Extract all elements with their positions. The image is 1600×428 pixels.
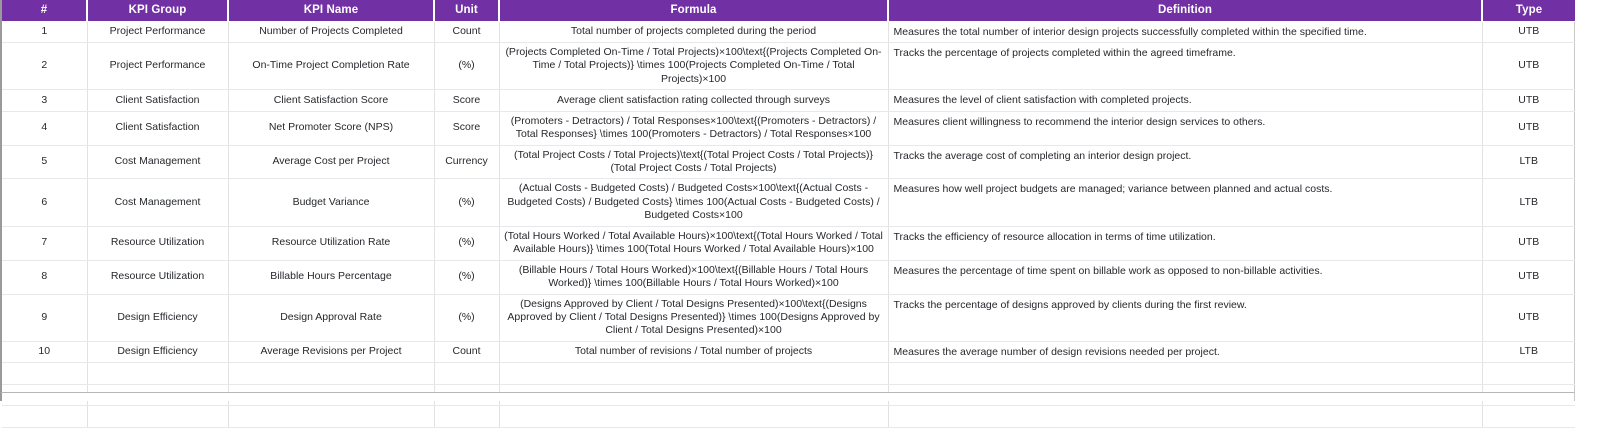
- definition-cell[interactable]: Tracks the percentage of designs approved by clients during the first review.: [888, 294, 1482, 341]
- table-row: [2, 90, 1575, 111]
- kpi-name-cell[interactable]: Average Cost per Project: [228, 145, 434, 179]
- empty-cell[interactable]: [1482, 406, 1575, 427]
- kpi-group-cell[interactable]: Resource Utilization: [87, 226, 228, 260]
- formula-cell[interactable]: (Designs Approved by Client / Total Designs Presented)×100\text{(Designs Approved by Client / Total Designs Presented)} \times 100(Designs Approved by Client / Total Designs Presented)×100: [499, 294, 888, 341]
- sheet-bottom-strip: [0, 392, 1575, 401]
- type-cell[interactable]: UTB: [1482, 260, 1575, 294]
- table-row: [2, 145, 1575, 179]
- kpi-name-cell[interactable]: Average Revisions per Project: [228, 341, 434, 362]
- kpi-group-cell[interactable]: Client Satisfaction: [87, 90, 228, 111]
- type-cell[interactable]: UTB: [1482, 21, 1575, 42]
- kpi-group-cell[interactable]: Cost Management: [87, 179, 228, 226]
- empty-table-row: [2, 406, 1575, 427]
- unit-cell[interactable]: (%): [434, 294, 499, 341]
- row-number-cell[interactable]: 6: [2, 179, 87, 226]
- sheet-right-gutter: [1575, 0, 1600, 401]
- formula-cell[interactable]: (Projects Completed On-Time / Total Projects)×100\text{(Projects Completed On-Time / Total Projects)} \times 100(Projects Completed On-Time / Total Projects)×100: [499, 42, 888, 89]
- table-row: [2, 226, 1575, 260]
- header-row: [2, 0, 1575, 21]
- type-cell[interactable]: LTB: [1482, 145, 1575, 179]
- row-number-cell[interactable]: 2: [2, 42, 87, 89]
- unit-cell[interactable]: Count: [434, 341, 499, 362]
- kpi-name-cell[interactable]: Number of Projects Completed: [228, 21, 434, 42]
- kpi-group-cell[interactable]: Project Performance: [87, 42, 228, 89]
- type-cell[interactable]: UTB: [1482, 42, 1575, 89]
- formula-cell[interactable]: Total number of revisions / Total number of projects: [499, 341, 888, 362]
- empty-cell[interactable]: [434, 406, 499, 427]
- row-number-cell[interactable]: 1: [2, 21, 87, 42]
- definition-cell[interactable]: Tracks the efficiency of resource allocation in terms of time utilization.: [888, 226, 1482, 260]
- unit-cell[interactable]: Currency: [434, 145, 499, 179]
- table-row: [2, 341, 1575, 362]
- column-header-formula[interactable]: Formula: [499, 0, 888, 21]
- kpi-name-cell[interactable]: Billable Hours Percentage: [228, 260, 434, 294]
- empty-cell[interactable]: [228, 406, 434, 427]
- row-number-cell[interactable]: 8: [2, 260, 87, 294]
- unit-cell[interactable]: (%): [434, 260, 499, 294]
- unit-cell[interactable]: (%): [434, 42, 499, 89]
- empty-cell[interactable]: [87, 406, 228, 427]
- empty-table-row: [2, 363, 1575, 384]
- table-row: [2, 21, 1575, 42]
- kpi-name-cell[interactable]: Design Approval Rate: [228, 294, 434, 341]
- empty-cell[interactable]: [2, 363, 87, 384]
- unit-cell[interactable]: (%): [434, 179, 499, 226]
- formula-cell[interactable]: (Promoters - Detractors) / Total Responses×100\text{(Promoters - Detractors) / Total Responses} \times 100(Promoters - Detractors) / Total Responses×100: [499, 111, 888, 145]
- type-cell[interactable]: LTB: [1482, 179, 1575, 226]
- kpi-name-cell[interactable]: Client Satisfaction Score: [228, 90, 434, 111]
- type-cell[interactable]: UTB: [1482, 90, 1575, 111]
- empty-cell[interactable]: [87, 363, 228, 384]
- type-cell[interactable]: UTB: [1482, 226, 1575, 260]
- kpi-group-cell[interactable]: Design Efficiency: [87, 294, 228, 341]
- table-row: [2, 260, 1575, 294]
- kpi-group-cell[interactable]: Resource Utilization: [87, 260, 228, 294]
- empty-cell[interactable]: [499, 406, 888, 427]
- empty-cell[interactable]: [228, 363, 434, 384]
- empty-cell[interactable]: [888, 363, 1482, 384]
- definition-cell[interactable]: Measures client willingness to recommend the interior design services to others.: [888, 111, 1482, 145]
- kpi-group-cell[interactable]: Client Satisfaction: [87, 111, 228, 145]
- empty-cell[interactable]: [1482, 363, 1575, 384]
- empty-cell[interactable]: [499, 363, 888, 384]
- table-row: [2, 179, 1575, 226]
- column-header-unit[interactable]: Unit: [434, 0, 499, 21]
- empty-cell[interactable]: [2, 406, 87, 427]
- row-number-cell[interactable]: 10: [2, 341, 87, 362]
- definition-cell[interactable]: Measures the average number of design revisions needed per project.: [888, 341, 1482, 362]
- definition-cell[interactable]: Measures how well project budgets are managed; variance between planned and actual costs.: [888, 179, 1482, 226]
- kpi-name-cell[interactable]: Budget Variance: [228, 179, 434, 226]
- definition-cell[interactable]: Measures the total number of interior design projects successfully completed within the specified time.: [888, 21, 1482, 42]
- column-header-type[interactable]: Type: [1482, 0, 1575, 21]
- column-header-kpi-name[interactable]: KPI Name: [228, 0, 434, 21]
- row-number-cell[interactable]: 4: [2, 111, 87, 145]
- row-number-cell[interactable]: 5: [2, 145, 87, 179]
- empty-cell[interactable]: [888, 406, 1482, 427]
- unit-cell[interactable]: Score: [434, 111, 499, 145]
- formula-cell[interactable]: Average client satisfaction rating collected through surveys: [499, 90, 888, 111]
- unit-cell[interactable]: Count: [434, 21, 499, 42]
- row-number-cell[interactable]: 7: [2, 226, 87, 260]
- unit-cell[interactable]: Score: [434, 90, 499, 111]
- table-header: [2, 0, 1575, 21]
- column-header-number[interactable]: #: [2, 0, 87, 21]
- unit-cell[interactable]: (%): [434, 226, 499, 260]
- formula-cell[interactable]: (Actual Costs - Budgeted Costs) / Budgeted Costs×100\text{(Actual Costs - Budgeted Costs) / Budgeted Costs} \times 100(Actual Costs - Budgeted Costs) / Budgeted Costs×100: [499, 179, 888, 226]
- type-cell[interactable]: LTB: [1482, 341, 1575, 362]
- table-row: [2, 111, 1575, 145]
- definition-cell[interactable]: Measures the level of client satisfaction with completed projects.: [888, 90, 1482, 111]
- formula-cell[interactable]: (Total Project Costs / Total Projects)\text{(Total Project Costs / Total Projects)}(Total Project Costs / Total Projects): [499, 145, 888, 179]
- kpi-name-cell[interactable]: Net Promoter Score (NPS): [228, 111, 434, 145]
- table-row: [2, 42, 1575, 89]
- row-number-cell[interactable]: 9: [2, 294, 87, 341]
- formula-cell[interactable]: (Billable Hours / Total Hours Worked)×100\text{(Billable Hours / Total Hours Worked)} \times 100(Billable Hours / Total Hours Worked)×100: [499, 260, 888, 294]
- definition-cell[interactable]: Tracks the average cost of completing an interior design project.: [888, 145, 1482, 179]
- row-number-cell[interactable]: 3: [2, 90, 87, 111]
- type-cell[interactable]: UTB: [1482, 294, 1575, 341]
- formula-cell[interactable]: (Total Hours Worked / Total Available Hours)×100\text{(Total Hours Worked / Total Available Hours)} \times 100(Total Hours Worked / Total Available Hours)×100: [499, 226, 888, 260]
- definition-cell[interactable]: Tracks the percentage of projects completed within the agreed timeframe.: [888, 42, 1482, 89]
- column-header-kpi-group[interactable]: KPI Group: [87, 0, 228, 21]
- column-header-definition[interactable]: Definition: [888, 0, 1482, 21]
- definition-cell[interactable]: Measures the percentage of time spent on billable work as opposed to non-billable activities.: [888, 260, 1482, 294]
- kpi-table: [2, 0, 1575, 428]
- table-body: [2, 21, 1575, 427]
- formula-cell[interactable]: Total number of projects completed during the period: [499, 21, 888, 42]
- kpi-group-cell[interactable]: Cost Management: [87, 145, 228, 179]
- kpi-group-cell[interactable]: Design Efficiency: [87, 341, 228, 362]
- kpi-name-cell[interactable]: Resource Utilization Rate: [228, 226, 434, 260]
- kpi-group-cell[interactable]: Project Performance: [87, 21, 228, 42]
- empty-cell[interactable]: [434, 363, 499, 384]
- table-row: [2, 294, 1575, 341]
- kpi-name-cell[interactable]: On-Time Project Completion Rate: [228, 42, 434, 89]
- type-cell[interactable]: UTB: [1482, 111, 1575, 145]
